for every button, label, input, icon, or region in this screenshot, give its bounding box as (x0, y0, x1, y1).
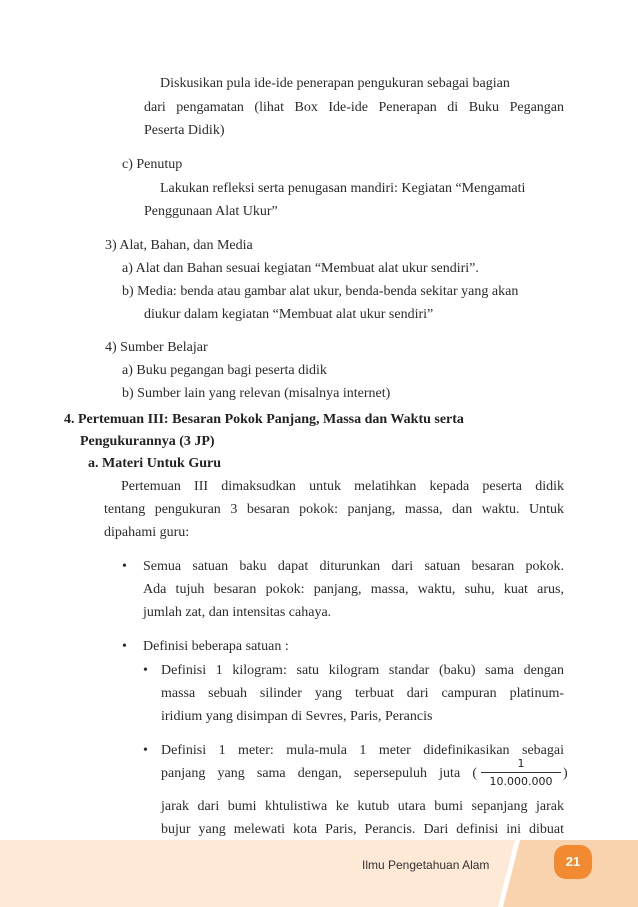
subsection-heading: a. Materi Untuk Guru (88, 456, 221, 471)
bullet-line: Definisi beberapa satuan : (143, 639, 289, 654)
list-item: b) Media: benda atau gambar alat ukur, benda-benda sekitar yang akan (122, 284, 519, 299)
page-number-badge: 21 (554, 845, 592, 879)
chapter-heading: 4. Pertemuan III: Besaran Pokok Panjang, Massa dan Waktu serta (64, 412, 464, 427)
bullet-line: Ada tujuh besaran pokok: panjang, massa, waktu, suhu, kuat arus, (143, 582, 564, 597)
paragraph-line: Penggunaan Alat Ukur” (144, 204, 278, 219)
paragraph-line: Diskusikan pula ide-ide penerapan pengukuran sebagai bagian (160, 76, 510, 91)
paragraph-line: Peserta Didik) (144, 123, 225, 138)
sub-bullet-line: iridium yang disimpan di Sevres, Paris, Perancis (161, 709, 433, 724)
sub-bullet-line: massa sebuah silinder yang terbuat dari campuran platinum- (161, 686, 564, 701)
list-item: a) Alat dan Bahan sesuai kegiatan “Membuat alat ukur sendiri”. (122, 261, 479, 276)
list-item: a) Buku pegangan bagi peserta didik (122, 363, 327, 378)
bullet-line: Semua satuan baku dapat diturunkan dari satuan besaran pokok. (143, 559, 564, 574)
sub-bullet-line: panjang yang sama dengan, sepersepuluh juta ( (161, 766, 477, 781)
chapter-heading: Pengukurannya (3 JP) (80, 434, 215, 449)
sub-bullet-line: Definisi 1 meter: mula-mula 1 meter didefinikasikan sebagai (161, 743, 564, 758)
bullet-icon: • (122, 559, 127, 574)
paragraph-line: tentang pengukuran 3 besaran pokok: panjang, massa, dan waktu. Untuk (104, 502, 564, 517)
sub-bullet-icon: • (143, 743, 148, 758)
paragraph-line: Pertemuan III dimaksudkan untuk melatihkan kepada peserta didik (121, 479, 564, 494)
list-item: diukur dalam kegiatan “Membuat alat ukur sendiri” (144, 307, 434, 322)
footer-band (0, 832, 638, 907)
paren-close: ) (563, 766, 568, 781)
sub-bullet-line: Definisi 1 kilogram: satu kilogram standar (baku) sama dengan (161, 663, 564, 678)
bullet-icon: • (122, 639, 127, 654)
sub-bullet-line: bujur yang melewati kota Paris, Perancis. Dari definisi ini dibuat (161, 822, 564, 837)
paragraph-line: Lakukan refleksi serta penugasan mandiri: Kegiatan “Mengamati (160, 181, 526, 196)
bullet-line: jumlah zat, dan intensitas cahaya. (143, 605, 332, 620)
section-heading: 4) Sumber Belajar (105, 340, 208, 355)
footer-band-light (0, 840, 515, 907)
list-item: b) Sumber lain yang relevan (misalnya internet) (122, 386, 391, 401)
fraction-bar (481, 772, 561, 773)
paragraph-line: dari pengamatan (lihat Box Ide-ide Penerapan di Buku Pegangan (144, 100, 564, 115)
section-heading: 3) Alat, Bahan, dan Media (105, 238, 253, 253)
fraction-denominator: 10.000.000 (489, 775, 553, 788)
sub-bullet-icon: • (143, 663, 148, 678)
paragraph-line: dipahami guru: (104, 525, 190, 540)
book-title: Ilmu Pengetahuan Alam (362, 858, 490, 872)
list-heading: c) Penutup (122, 157, 183, 172)
sub-bullet-line: jarak dari bumi khtulistiwa ke kutub utara bumi sepanjang jarak (161, 799, 564, 814)
fraction-numerator: 1 (517, 757, 525, 770)
